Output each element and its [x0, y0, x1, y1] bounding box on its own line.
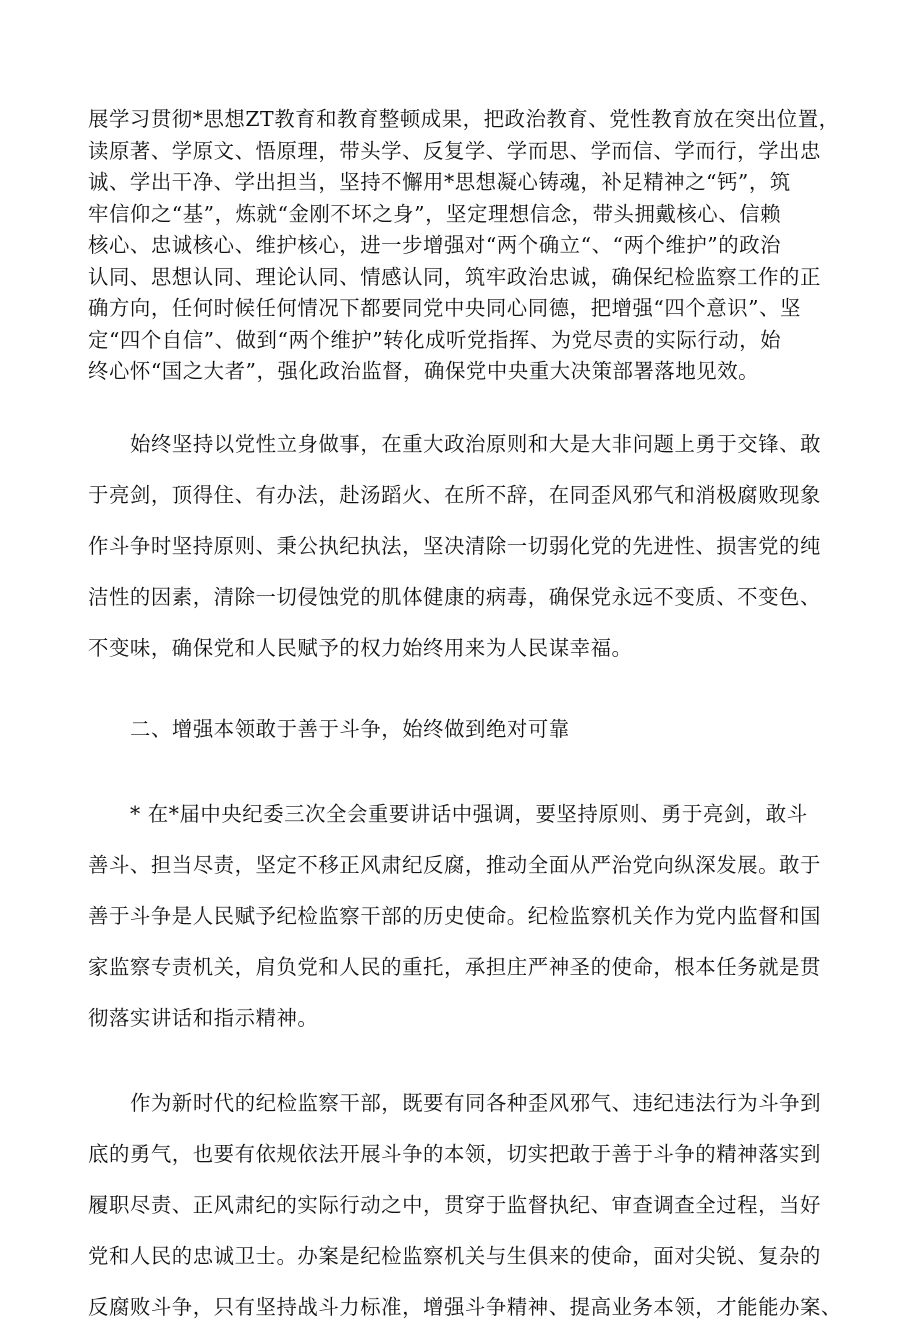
text-line: 诚、学出干净、学出担当，坚持不懈用*思想凝心铸魂，补足精神之“钙”，筑 [88, 170, 791, 194]
text-line: * 在*届中央纪委三次全会重要讲话中强调，要坚持原则、勇于亮剑，敢斗 [130, 801, 808, 826]
text-line: 认同、思想认同、理论认同、情感认同，筑牢政治忠诚，确保纪检监察工作的正 [88, 264, 821, 289]
text-line: 读原著、学原文、悟原理，带头学、反复学、学而思、学而信、学而行，学出忠 [88, 138, 821, 163]
text-line: 定“四个自信”、做到“两个维护”转化成听党指挥、为党尽责的实际行动，始 [88, 327, 782, 352]
text-line: 确方向，任何时候任何情况下都要同党中央同心同德，把增强“四个意识”、坚 [88, 296, 801, 320]
text-line: 党和人民的忠诚卫士。办案是纪检监察机关与生俱来的使命，面对尖锐、复杂的 [88, 1243, 821, 1268]
text-line: 牢信仰之“基”，炼就“金刚不坏之身”，坚定理想信念，带头拥戴核心、信赖 [88, 201, 782, 226]
paragraph-4 [88, 1078, 848, 1333]
text-line: 展学习贯彻*思想ZT教育和教育整顿成果，把政治教育、党性教育放在突出位置， [88, 107, 840, 131]
text-line: 终心怀“国之大者”，强化政治监督，确保党中央重大决策部署落地见效。 [88, 359, 760, 383]
text-line: 作为新时代的纪检监察干部，既要有同各种歪风邪气、违纪违法行为斗争到 [130, 1090, 822, 1115]
paragraph-2 [88, 419, 848, 674]
section-heading: 二、增强本领敢于善于斗争，始终做到绝对可靠 [130, 716, 570, 741]
text-line: 家监察专责机关，肩负党和人民的重托，承担庄严神圣的使命，根本任务就是贯 [88, 954, 821, 979]
text-line: 洁性的因素，清除一切侵蚀党的肌体健康的病毒，确保党永远不变质、不变色、 [88, 584, 821, 609]
text-line: 作斗争时坚持原则、秉公执纪执法，坚决清除一切弱化党的先进性、损害党的纯 [88, 533, 821, 558]
text-line: 彻落实讲话和指示精神。 [88, 1005, 319, 1030]
text-line: 不变味，确保党和人民赋予的权力始终用来为人民谋幸福。 [88, 635, 633, 660]
section-heading-block [88, 704, 848, 755]
paragraph-1 [88, 104, 848, 388]
text-line: 底的勇气，也要有依规依法开展斗争的本领，切实把敢于善于斗争的精神落实到 [88, 1141, 821, 1166]
text-line: 善斗、担当尽责，坚定不移正风肃纪反腐，推动全面从严治党向纵深发展。敢于 [88, 852, 821, 877]
text-line: 履职尽责、正风肃纪的实际行动之中，贯穿于监督执纪、审查调查全过程，当好 [88, 1192, 821, 1217]
text-line: 善于斗争是人民赋予纪检监察干部的历史使命。纪检监察机关作为党内监督和国 [88, 903, 821, 928]
document-page [88, 104, 848, 1333]
text-line: 于亮剑，顶得住、有办法，赴汤蹈火、在所不辞，在同歪风邪气和消极腐败现象 [88, 482, 821, 507]
text-line: 反腐败斗争，只有坚持战斗力标准，增强斗争精神、提高业务本领，才能能办案、 [88, 1294, 842, 1319]
text-line: 始终坚持以党性立身做事，在重大政治原则和大是大非问题上勇于交锋、敢 [130, 431, 822, 456]
text-line: 核心、忠诚核心、维护核心，进一步增强对“两个确立“、“两个维护”的政治 [88, 233, 782, 257]
paragraph-3 [88, 789, 848, 1044]
